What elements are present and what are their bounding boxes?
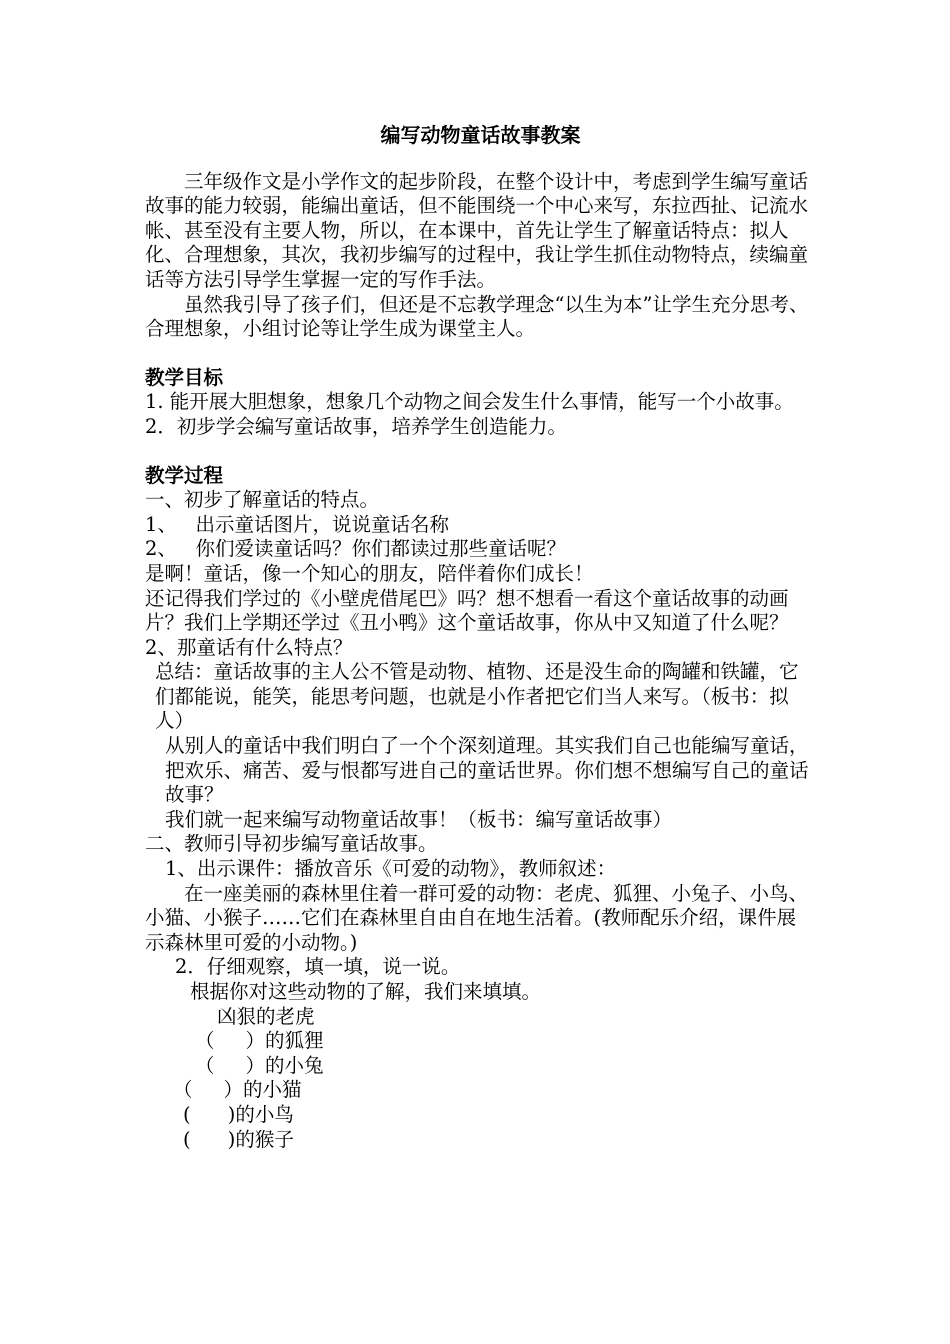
process-narration: 在一座美丽的森林里住着一群可爱的动物：老虎、狐狸、小兔子、小鸟、小猫、小猴子……它们在森林里自由自在地生活着。(教师配乐介绍，课件展示森林里可爱的小动物。) <box>145 881 809 954</box>
process-summary: 总结：童话故事的主人公不管是动物、植物、还是没生命的陶罐和铁罐，它们都能说，能笑，能思考问题，也就是小作者把它们当人来写。（板书：拟人） <box>155 660 799 733</box>
process-step-courseware: 1、出示课件：播放音乐《可爱的动物》，教师叙述： <box>165 857 617 881</box>
fill-in-item: （ ）的小兔 <box>195 1053 324 1077</box>
process-instruction: 根据你对这些动物的了解，我们来填填。 <box>190 980 542 1003</box>
spacer <box>145 440 810 464</box>
fill-in-item: ( )的小鸟 <box>183 1102 294 1126</box>
intro-paragraph-1: 三年级作文是小学作文的起步阶段，在整个设计中，考虑到学生编写童话故事的能力较弱，能编出童话，但不能围绕一个中心来写，东拉西扯、记流水帐、甚至没有主要人物，所以，在本课中，首先让学生了解童话特点：拟人化、合理想象，其次，我初步编写的过程中，我让学生抓住动物特点，续编童话等方法引导学生掌握一定的写作手法。 <box>145 169 809 291</box>
process-question: 2、那童话有什么特点？ <box>145 635 353 659</box>
spacer <box>145 342 810 366</box>
process-line: 是啊！童话，像一个知心的朋友，陪伴着你们成长！ <box>145 561 594 585</box>
fill-in-item: 凶狠的老虎 <box>217 1004 315 1028</box>
process-step-observe: 2．仔细观察，填一填，说一说。 <box>175 955 461 979</box>
process-heading: 教学过程 <box>145 463 224 487</box>
process-line: 从别人的童话中我们明白了一个个深刻道理。其实我们自己也能编写童话，把欢乐、痛苦、爱与恨都写进自己的童话世界。你们想不想编写自己的童话故事？ <box>165 734 809 807</box>
goal-item-1: 1. 能开展大胆想象，想象几个动物之间会发生什么事情，能写一个小故事。 <box>145 390 794 414</box>
fill-in-item: （ ）的小猫 <box>173 1078 302 1102</box>
document-title: 编写动物童话故事教案 <box>380 123 581 147</box>
process-section-1-title: 一、初步了解童话的特点。 <box>145 488 380 512</box>
process-step-1: 1、 出示童话图片，说说童话名称 <box>145 512 450 536</box>
intro-paragraph-2: 虽然我引导了孩子们，但还是不忘教学理念“以生为本”让学生充分思考、合理想象，小组讨论等让学生成为课堂主人。 <box>145 292 809 341</box>
process-step-2: 2、 你们爱读童话吗？你们都读过那些童话呢？ <box>145 537 567 561</box>
process-line: 我们就一起来编写动物童话故事！（板书：编写童话故事） <box>165 807 673 831</box>
process-line: 还记得我们学过的《小壁虎借尾巴》吗？想不想看一看这个童话故事的动画片？我们上学期还学过《丑小鸭》这个童话故事，你从中又知道了什么呢？ <box>145 586 789 635</box>
fill-in-item: （ ）的狐狸 <box>195 1029 324 1053</box>
process-section-2-title: 二、教师引导初步编写童话故事。 <box>145 832 438 856</box>
document-body <box>145 123 810 1152</box>
fill-in-item: ( )的猴子 <box>183 1127 294 1151</box>
goals-heading: 教学目标 <box>145 365 224 389</box>
goal-item-2: 2．初步学会编写童话故事，培养学生创造能力。 <box>145 414 567 438</box>
